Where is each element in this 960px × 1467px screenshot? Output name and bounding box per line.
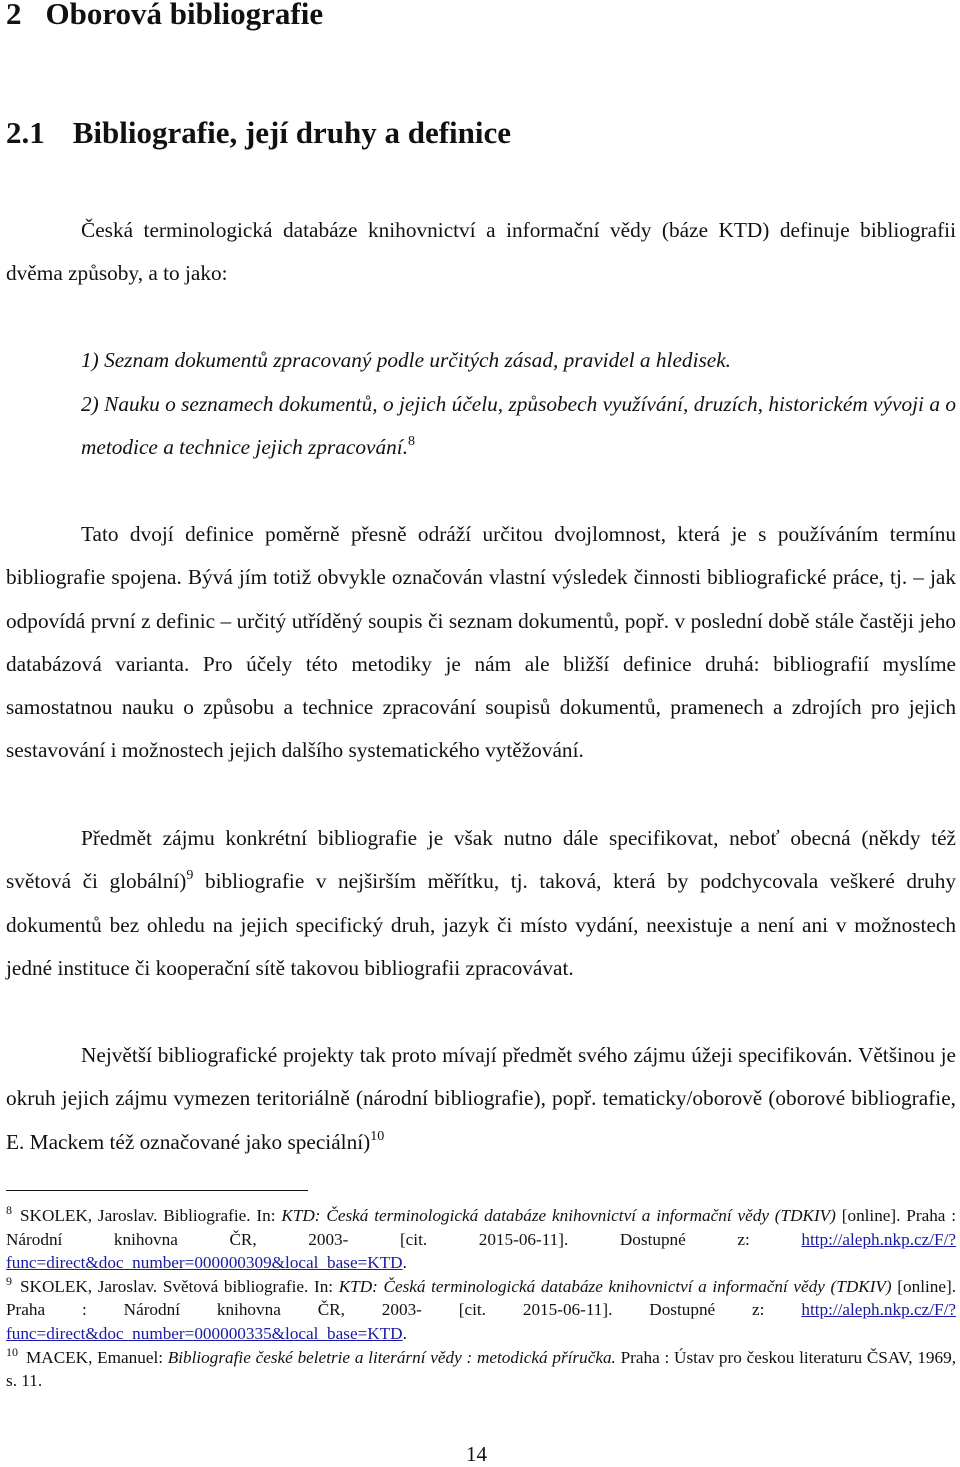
intro-paragraph: Česká terminologická databáze knihovnictví a informační vědy (báze KTD) definuje bibliografii dvěma způsoby, a to jako: [6, 218, 956, 286]
footnotes [6, 1204, 956, 1393]
page-number: 14 [466, 1442, 487, 1466]
footnote-ref[interactable]: 9 [186, 868, 194, 884]
definition-item: 2) Nauku o seznamech dokumentů, o jejich účelu, způsobech využívání, druzích, historickém vývoji a o metodice a technice jejich zpracování.$^8$ [81, 391, 956, 459]
definition-item: 1) Seznam dokumentů zpracovaný podle určitých zásad, pravidel a hledisek. [81, 348, 732, 372]
chapter-heading [6, 0, 323, 32]
definition-list [81, 339, 956, 470]
footnote-ref[interactable]: 8 [408, 434, 416, 449]
chapter-title: Oborová bibliografie [45, 0, 324, 31]
body-paragraph: Největší bibliografické projekty tak proto mívají předmět svého zájmu úžeji specifikován. Většinou je okruh jejich zájmu vymezen teritoriálně (národní bibliografie), popř. tematicky/oborově (oborové bibliografie, E. Mackem též označované jako speciální)$^{10}$ [6, 1043, 956, 1154]
body-paragraph: Tato dvojí definice poměrně přesně odráží určitou dvojlomnost, která je s používáním termínu bibliografie spojena. Bývá jím totiž obvykle označován vlastní výsledek činnosti bibliografické práce, tj. – jak odpovídá první z definic – určitý utříděný soupis či seznam dokumentů, popř. v poslední době stále častěji jeho databázová varianta. Pro účely této metodiky je nám ale bližší definice druhá: bibliografií myslíme samostatnou nauku o způsobu a technice zpracování soupisů dokumentů, pramenech a zdrojích pro jejich sestavování i možnostech jejich dalšího systematického vytěžování. [6, 522, 956, 763]
footnote: $^9$ SKOLEK, Jaroslav. Světová bibliografie. In: KTD: Česká terminologická databáze knihovnictví a informační vědy (TDKIV) [online]. Praha : Národní knihovna ČR, 2003- [cit. 2015-06-11]. Dostupné z: http://aleph.nkp.cz/F/?func=direct&doc_number=000000335&local_base=KTD. [6, 1273, 956, 1343]
footnote-link[interactable]: http://aleph.nkp.cz/F/?func=direct&doc_number=000000309&local_base=KTD [6, 1229, 956, 1273]
footnote: $^{10}$ MACEK, Emanuel: Bibliografie české beletrie a literární vědy : metodická příručka. Praha : Ústav pro českou literaturu ČSAV, 1969, s. 11. [6, 1344, 956, 1391]
chapter-number: 2 [6, 0, 22, 31]
section-title: Bibliografie, její druhy a definice [72, 115, 512, 150]
section-number: 2.1 [6, 115, 45, 150]
section-heading [6, 115, 511, 151]
footnote: $^8$ SKOLEK, Jaroslav. Bibliografie. In: KTD: Česká terminologická databáze knihovnictví a informační vědy (TDKIV) [online]. Praha : Národní knihovna ČR, 2003- [cit. 2015-06-11]. Dostupné z: http://aleph.nkp.cz/F/?func=direct&doc_number=000000309&local_base=KTD. [6, 1203, 957, 1273]
footnote-link[interactable]: http://aleph.nkp.cz/F/?func=direct&doc_number=000000335&local_base=KTD [6, 1300, 956, 1343]
footnote-ref[interactable]: 10 [370, 1128, 385, 1144]
footnote-separator [6, 1190, 308, 1191]
body-paragraph: Předmět zájmu konkrétní bibliografie je však nutno dále specifikovat, neboť obecná (někdy též světová či globální)$^9$ bibliografie v nejširším měřítku, tj. taková, která by podchycovala veškeré druhy dokumentů bez ohledu na jejich specifický druh, jazyk či místo vydání, neexistuje a není ani v možnostech jedné instituce či kooperační sítě takovou bibliografii zpracovávat. [6, 826, 957, 980]
